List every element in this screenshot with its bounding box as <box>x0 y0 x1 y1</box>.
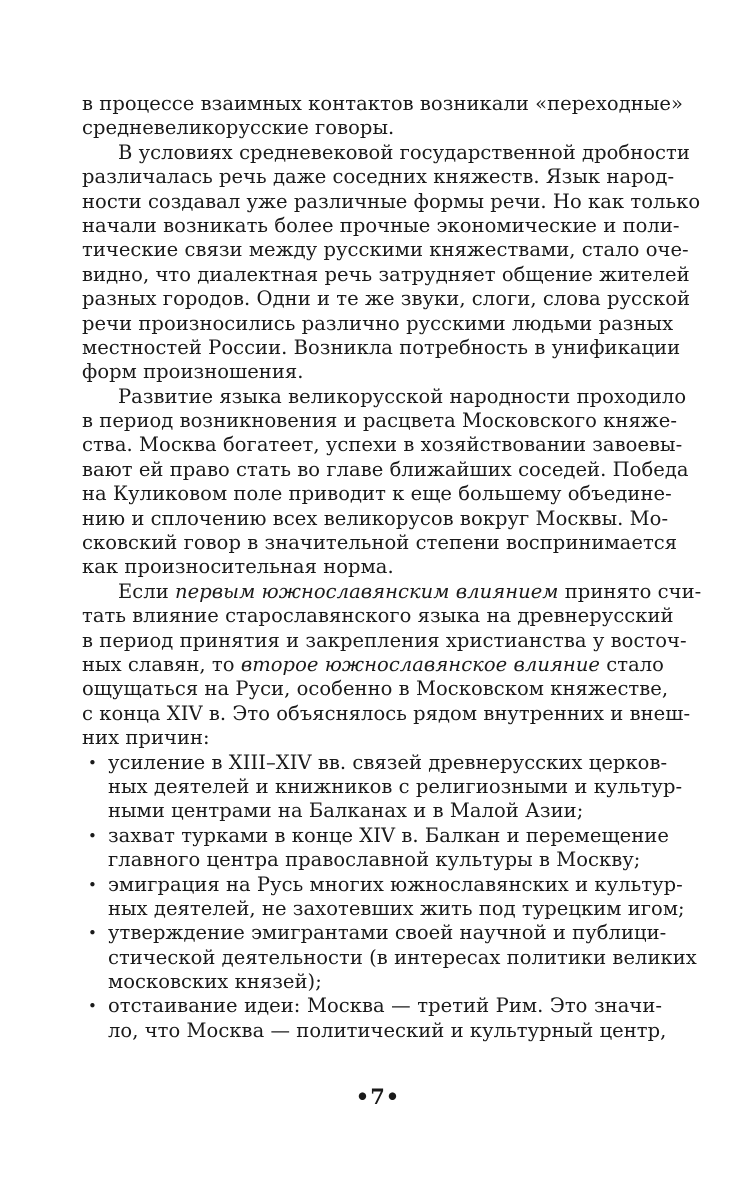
text-line: разных городов. Одни и те же звуки, слоги, слова русской <box>82 287 691 311</box>
text-span: Если <box>118 579 175 603</box>
text-line <box>82 994 662 1018</box>
text-span: ных славян, то <box>82 652 241 676</box>
page-body <box>82 92 702 1043</box>
text-line: главного центра православной культуры в Москву; <box>108 848 641 872</box>
text-line: средневеликорусские говоры. <box>82 116 395 140</box>
text-span: усиление в XIII–XIV вв. связей древнерусских церков- <box>108 750 668 774</box>
bullet-icon: • <box>88 875 97 894</box>
text-line: ства. Москва богатеет, успехи в хозяйствовании завоевы- <box>82 433 683 457</box>
text-line: московских князей); <box>108 970 322 994</box>
text-line: В условиях средневековой государственной дробности <box>118 140 690 164</box>
text-line: стической деятельности (в интересах политики великих <box>108 945 697 969</box>
text-line: начали возникать более прочные экономические и поли- <box>82 213 680 237</box>
text-line: на Куликовом поле приводит к еще большему объедине- <box>82 482 672 506</box>
text-span: отстаивание идеи: Москва — третий Рим. Это значи- <box>108 994 662 1018</box>
text-line: ных деятелей и книжников с религиозными и культур- <box>108 774 683 798</box>
text-line: ло, что Москва — политический и культурный центр, <box>108 1018 667 1042</box>
bullet-item <box>82 921 697 994</box>
text-line <box>82 872 683 897</box>
paragraph <box>82 384 689 580</box>
bullet-icon: • <box>88 753 97 772</box>
bullet-item <box>82 750 683 824</box>
text-line: различалась речь даже соседних княжеств. Язык народ- <box>82 165 675 189</box>
text-span: принято счи- <box>558 579 702 603</box>
text-line: как произносительная норма. <box>82 555 394 579</box>
text-line <box>82 579 702 604</box>
bullet-item <box>82 823 669 873</box>
text-line: местностей России. Возникла потребность в унификации <box>82 335 681 359</box>
page-number: •7• <box>355 1084 401 1109</box>
text-line: форм произношения. <box>82 360 304 384</box>
bullet-item <box>82 994 667 1043</box>
text-line: тать влияние старославянского языка на древнерусский <box>82 604 674 628</box>
text-line <box>82 653 662 677</box>
text-line: ными центрами на Балканах и в Малой Азии; <box>108 799 584 823</box>
bullet-icon: • <box>88 826 97 845</box>
text-line: в процессе взаимных контактов возникали «переходные» <box>82 92 683 115</box>
text-line: вают ей право стать во главе ближайших соседей. Победа <box>82 457 689 481</box>
italic-term: второе южнославянское влияние <box>240 652 601 676</box>
text-line: ных деятелей, не захотевших жить под турецким игом; <box>108 896 685 920</box>
text-line: в период возникновения и расцвета Московского княже- <box>82 409 678 433</box>
paragraph <box>82 140 701 385</box>
bullet-list <box>82 750 697 1044</box>
text-span: эмиграция на Русь многих южнославянских и культур- <box>108 872 683 896</box>
text-line: ощущаться на Руси, особенно в Московском княжестве, <box>82 677 669 701</box>
text-span: стало <box>600 652 664 676</box>
paragraph <box>82 92 683 141</box>
text-line: них причин: <box>82 726 210 750</box>
text-line: в период принятия и закрепления христианства у восточ- <box>82 628 687 652</box>
text-span: захват турками в конце XIV в. Балкан и перемещение <box>108 823 669 847</box>
italic-term: первым южнославянским влиянием <box>175 579 559 603</box>
text-line: с конца XIV в. Это объяснялось рядом внутренних и внеш- <box>82 701 691 725</box>
paragraph <box>82 579 702 751</box>
text-line: нию и сплочению всех великорусов вокруг Москвы. Мо- <box>82 506 669 530</box>
bullet-icon: • <box>88 924 97 943</box>
text-line: Развитие языка великорусской народности проходило <box>118 384 687 408</box>
text-line: речи произносились различно русскими людьми разных <box>82 311 674 335</box>
bullet-item <box>82 872 685 922</box>
text-line <box>82 823 669 848</box>
text-line: сковский говор в значительной степени воспринимается <box>82 531 678 555</box>
text-line: ности создавал уже различные формы речи. Но как только <box>82 189 701 213</box>
text-line <box>82 921 667 945</box>
text-span: утверждение эмигрантами своей научной и публици- <box>108 921 667 945</box>
bullet-icon: • <box>88 997 97 1016</box>
text-line: видно, что диалектная речь затрудняет общение жителей <box>82 262 690 286</box>
text-line: тические связи между русскими княжествами, стало оче- <box>82 238 689 262</box>
text-line <box>82 750 668 775</box>
